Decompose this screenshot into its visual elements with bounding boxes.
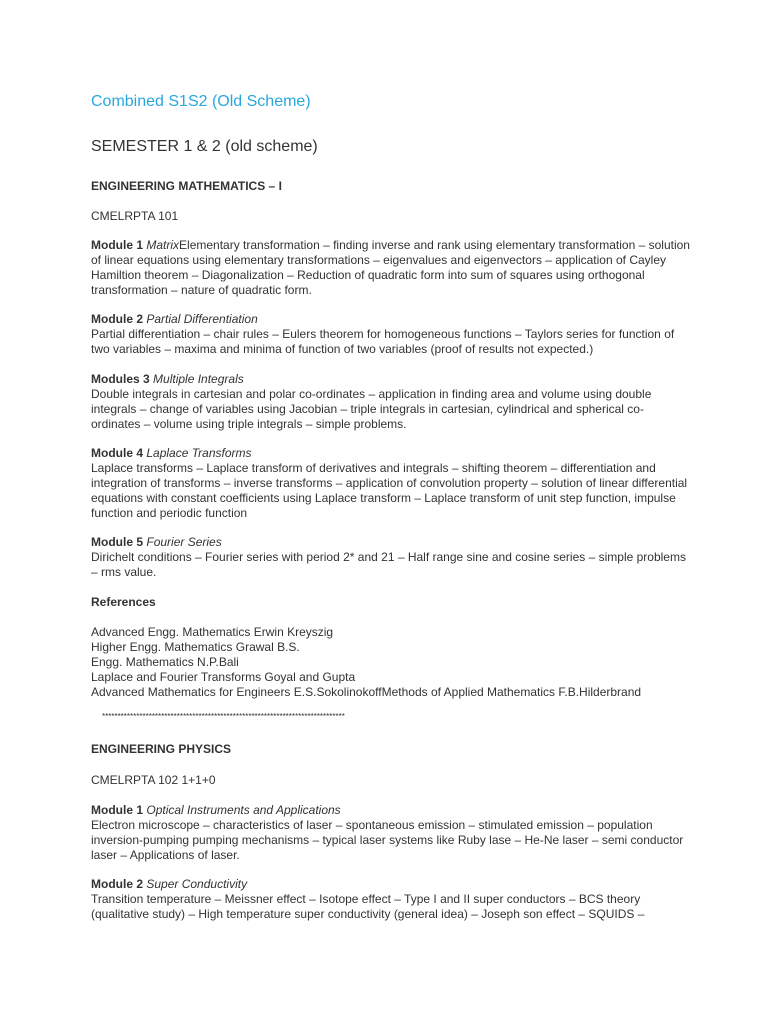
subject-title-physics: ENGINEERING PHYSICS [91,742,232,756]
module-label: Modules 3 [91,372,150,386]
section-separator: ****************************************************************************** [102,712,345,721]
module-block [91,312,691,357]
module-label: Module 5 [91,535,144,549]
module-label: Module 2 [91,877,144,891]
module-topic: Optical Instruments and Applications [146,803,341,817]
module-description: Partial differentiation – chair rules – Eulers theorem for homogeneous functions – Taylors series for function of two variables – maxima and minima of function of two variables (proof of results not expected.) [91,327,675,356]
reference-item: Laplace and Fourier Transforms Goyal and Gupta [91,670,356,684]
reference-item: Engg. Mathematics N.P.Bali [91,655,239,669]
module-topic: Partial Differentiation [146,312,258,326]
reference-item: Higher Engg. Mathematics Grawal B.S. [91,640,300,654]
module-block [91,446,691,521]
module-heading [91,446,691,461]
module-heading [91,803,691,818]
references-heading: References [91,595,156,609]
subject-code-physics: CMELRPTA 102 1+1+0 [91,773,216,787]
module-description: Double integrals in cartesian and polar co-ordinates – application in finding area and volume using double integrals – change of variables using Jacobian – triple integrals in cartesian, cylindrical and spherical co-ordinates – volume using triple integrals – simple problems. [91,387,652,431]
module-heading [91,312,691,327]
module-block [91,803,691,863]
module-label: Module 2 [91,312,144,326]
module-label: Module 1 [91,238,144,252]
module-description: Electron microscope – characteristics of laser – spontaneous emission – stimulated emission – population inversion-pumping pumping mechanisms – typical laser systems like Ruby lase – He-Ne laser – semi conductor laser – Applications of laser. [91,818,684,862]
module-heading [91,877,691,892]
subject-code-mathematics: CMELRPTA 101 [91,209,179,223]
module-block [91,535,691,580]
module-topic: Super Conductivity [146,877,248,891]
reference-item: Advanced Engg. Mathematics Erwin Kreyszig [91,625,334,639]
document-title: Combined S1S2 (Old Scheme) [91,93,311,110]
module-label: Module 1 [91,803,144,817]
module-block [91,877,691,922]
semester-heading: SEMESTER 1 & 2 (old scheme) [91,138,318,155]
module-description: Elementary transformation – finding inverse and rank using elementary transformation – solution of linear equations using elementary transformations – eigenvalues and eigenvectors – application of Cayley Hamiltion theorem – Diagonalization – Reduction of quadratic form into sum of squares using orthogonal transformation – nature of quadratic form. [91,238,690,297]
module-topic: Matrix [146,238,180,252]
module-description: Transition temperature – Meissner effect – Isotope effect – Type I and II super conductors – BCS theory (qualitative study) – High temperature super conductivity (general idea) – Joseph son effect – SQUIDS – [91,892,645,921]
module-description: Dirichelt conditions – Fourier series with period 2* and 21 – Half range sine and cosine series – simple problems – rms value. [91,550,686,579]
module-block [91,372,691,432]
subject-title-mathematics: ENGINEERING MATHEMATICS – I [91,179,282,193]
module-topic: Fourier Series [146,535,222,549]
module-heading [91,535,691,550]
module-topic: Laplace Transforms [146,446,252,460]
module-heading [91,372,691,387]
module-description: Laplace transforms – Laplace transform of derivatives and integrals – shifting theorem – differentiation and integration of transforms – inverse transforms – application of convolution property – solution of linear differential equations with constant coefficients using Laplace transform – Laplace transform of unit step function, impulse function and periodic function [91,461,688,520]
references-list [91,625,711,700]
module-label: Module 4 [91,446,144,460]
reference-item: Advanced Mathematics for Engineers E.S.SokolinokoffMethods of Applied Mathematics F.B.Hilderbrand [91,685,642,699]
module-text [91,238,691,298]
module-topic: Multiple Integrals [153,372,244,386]
module-block [91,238,691,298]
